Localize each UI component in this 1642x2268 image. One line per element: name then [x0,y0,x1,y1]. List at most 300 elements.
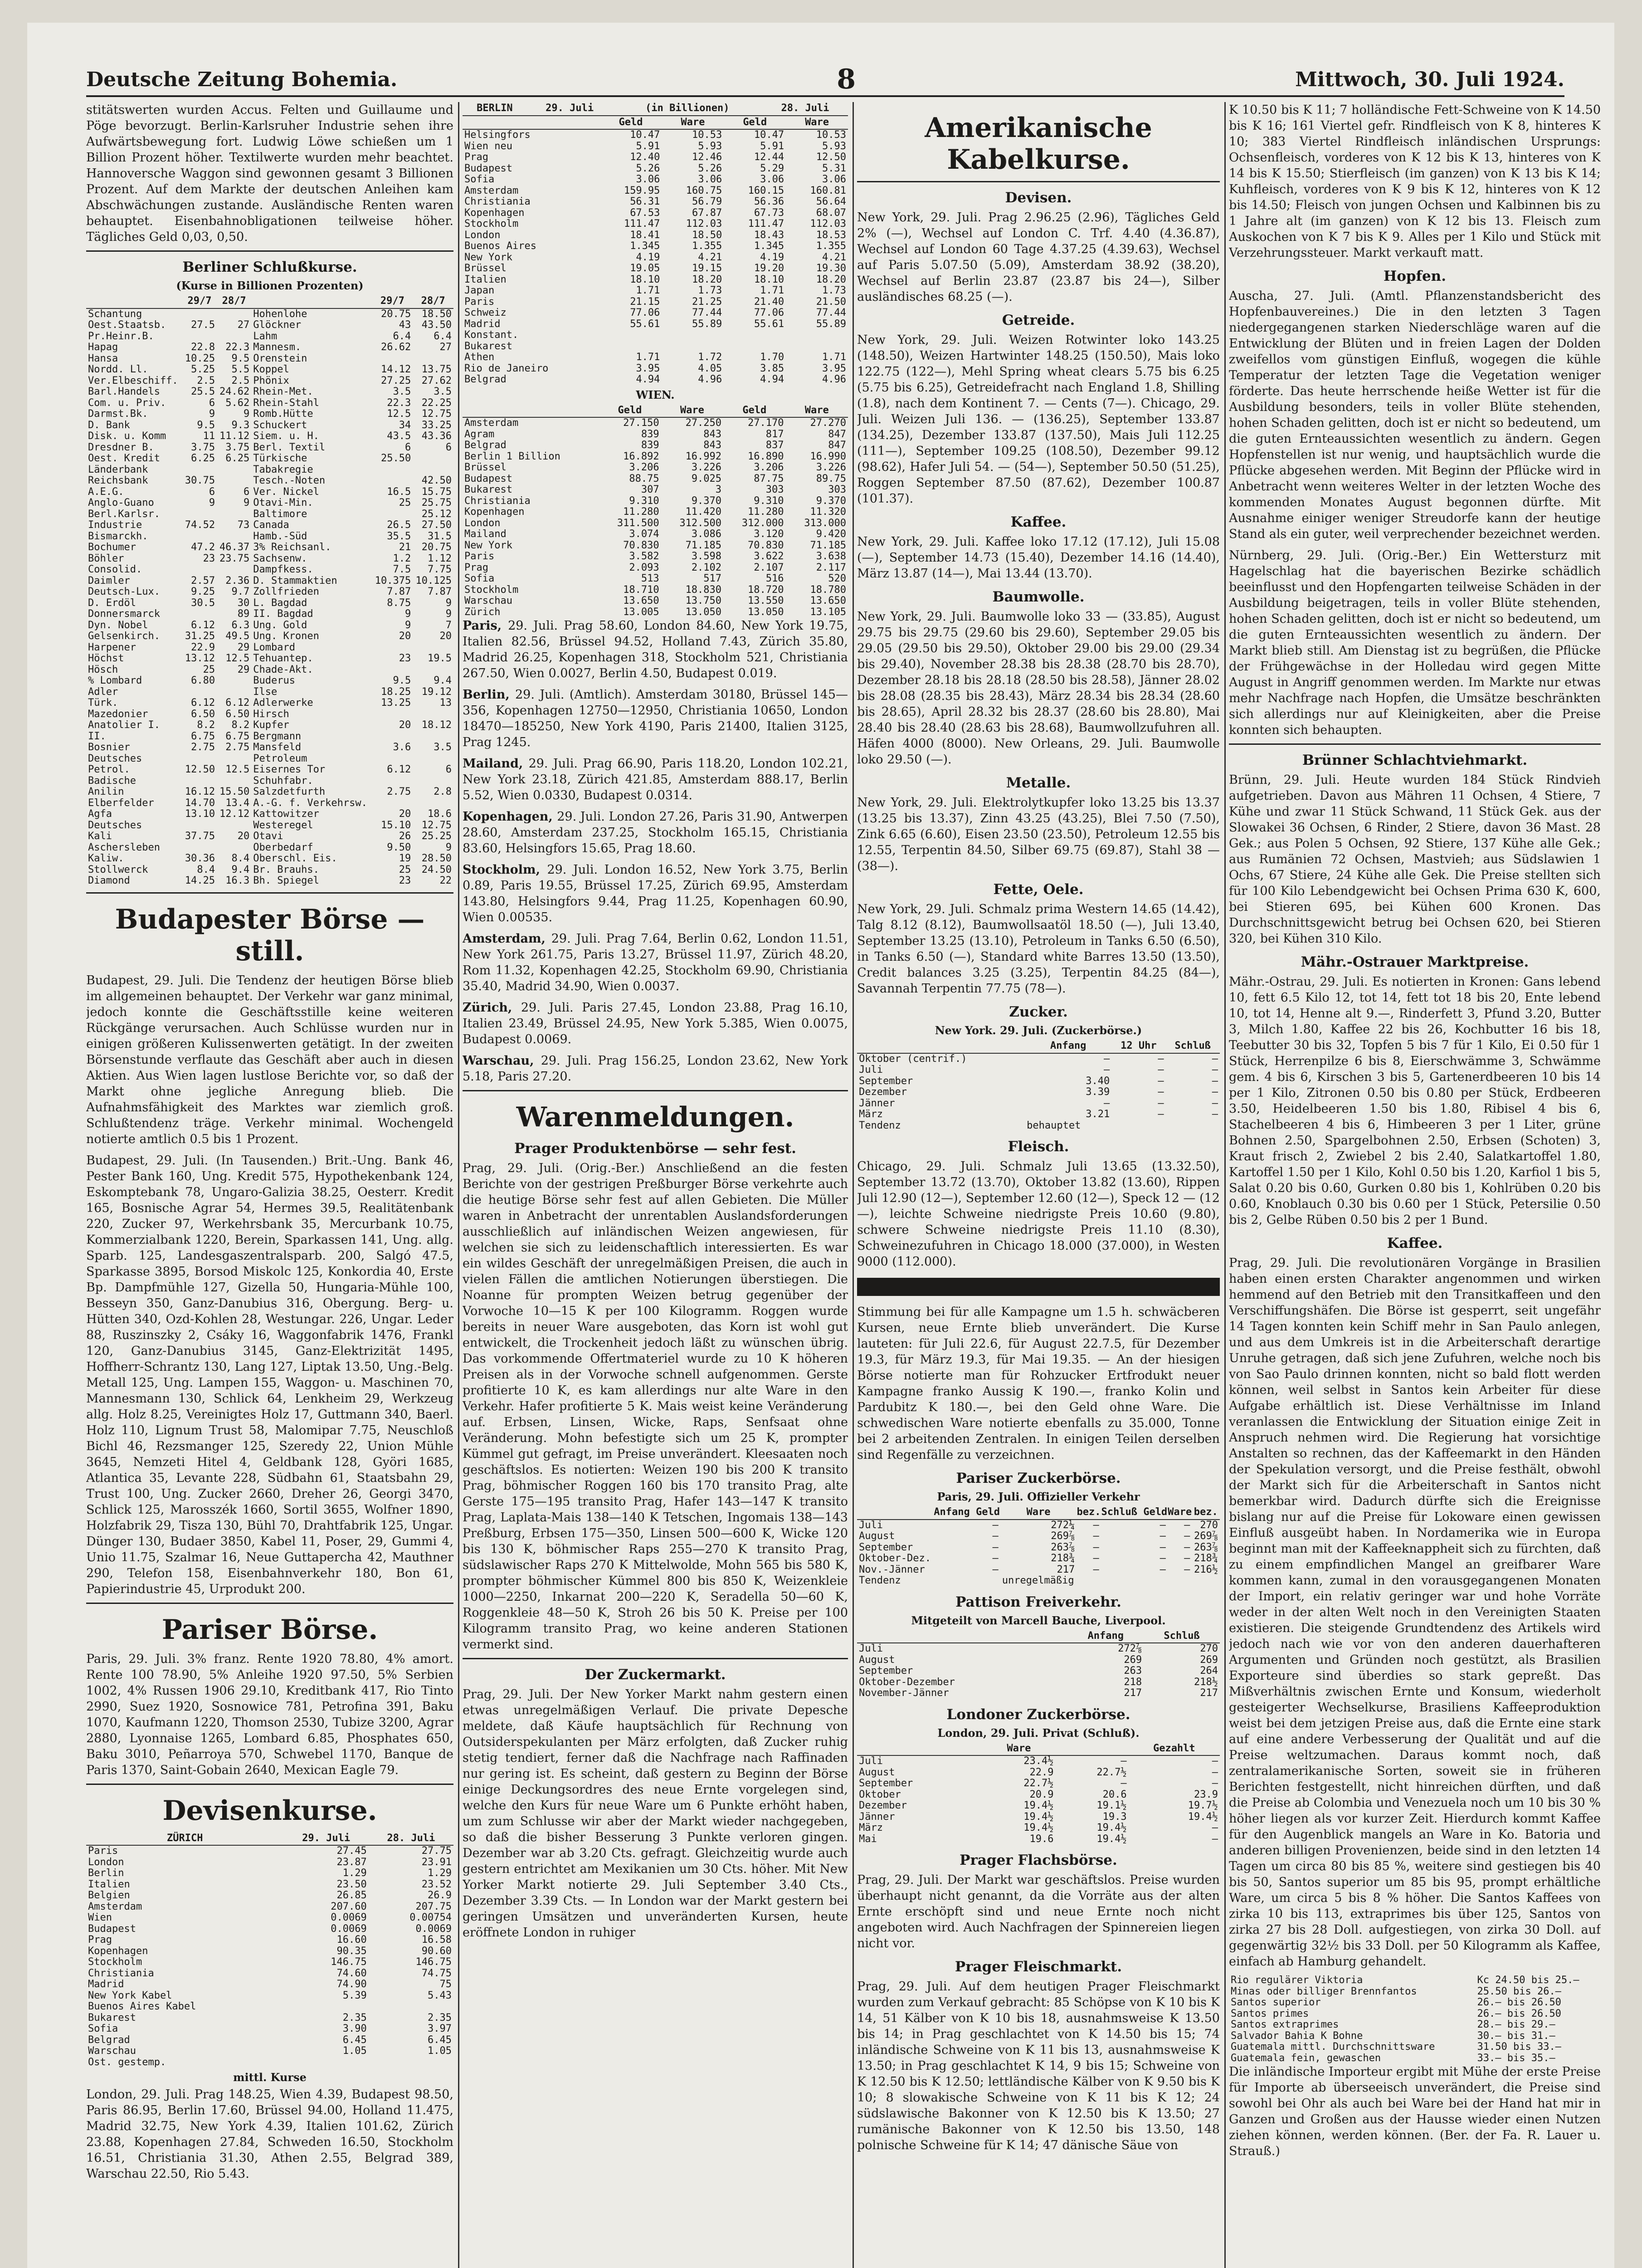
table-cell [182,820,217,831]
table-cell: Elberfelder [88,797,154,809]
table-cell: Brüssel [464,462,507,473]
table-cell: — [1093,1553,1099,1564]
table-cell: 4.96 [822,374,846,385]
table-row [463,219,848,230]
table-cell: September [859,1541,913,1553]
table-cell: 90.60 [421,1945,452,1957]
table-cell [934,1575,1000,1587]
section-subtitle: New York. 29. Juli. (Zuckerbörse.) [935,1024,1142,1037]
column-header: Schluß [1144,1630,1220,1643]
table-cell: 9.4 [434,675,452,686]
section-title: Hopfen. [1383,268,1447,284]
table-cell: Budapest [464,473,512,484]
table-cell: 207.75 [415,1901,452,1912]
table-row [86,1868,453,1879]
table-cell [217,753,251,765]
table-cell [182,509,217,520]
table-cell: 1.71 [636,285,660,296]
article-text: Chicago, 29. Juli. Schmalz Juli 13.65 (13.32.50), September 13.72 (13.70), Oktober 13.82 (13.60), Rippen Juli 12.90 (12—), September 12.60 (12—), Speck 12 — (12—), leichte Schweine niedrigste Preis 10.60 (9.80), schwere Schweine niedrigste Preis 11.10 (8.30), Schweinezufuhren in Chicago 18.000 (37.000), in Westen 9000 (112.000). [857,1159,1220,1269]
table-cell: 31.25 [185,631,215,642]
table-cell: 3.5 [434,386,452,397]
table-cell: 27.270 [810,417,846,429]
table-cell: behauptet [1027,1119,1081,1131]
table-cell: Westeregel [253,819,313,831]
table-cell [217,842,251,854]
table-cell: Industrie [88,519,142,531]
table-cell: 13.005 [623,606,659,618]
table-cell: Harpener [88,641,136,653]
table-cell: Helsingfors [464,129,531,141]
table-cell: Belgrad [464,374,507,385]
table-row [857,1688,1220,1699]
column-header: Schluß Geld [1101,1506,1168,1520]
section-title: Fette, Oele. [993,881,1084,898]
vienna-currency-table [463,404,848,618]
table-cell: — [1212,1766,1218,1778]
table-cell: 2.8 [434,786,452,797]
table-row [86,2013,453,2024]
report-city: Amsterdam, [463,932,551,946]
table-cell: 14.12 [381,364,411,375]
report-text: 29. Juli. Paris 27.45, London 23.88, Prag 16.10, Italien 23.49, Brüssel 24.95, New York 5.385, Wien 0.0075, Budapest 0.0069. [463,1001,848,1046]
column-header [857,1630,1067,1643]
table-cell: Glöckner [253,319,302,331]
table-row [86,2001,453,2013]
table-cell: 6.4 [434,330,452,342]
table-cell: 30.5 [191,597,215,609]
table-cell: Petrol. [88,764,130,775]
table-row [86,1879,453,1891]
table-row [86,1979,453,1990]
table-row [857,1834,1220,1845]
table-cell: 5.91 [760,140,784,152]
table-cell [182,564,217,576]
table-cell: — [992,1530,999,1542]
table-cell: 13.650 [810,595,846,606]
table-cell: Stockholm [464,584,519,596]
table-cell: 27 [439,342,452,353]
table-cell: Anilin [88,786,124,797]
column-header: 29/7 [372,295,413,308]
table-row [86,1935,453,1946]
table-cell: Sofia [88,2023,118,2034]
illegible-print-band [857,1278,1220,1296]
table-row [857,1812,1220,1823]
table-cell: London [464,229,501,241]
table-cell: — [1093,1564,1099,1575]
table-row [463,174,848,186]
table-cell: Santos extraprimes [1231,2019,1339,2030]
table-cell: 9 [243,408,250,420]
column-rule [1224,102,1226,2268]
table-cell: 3.40 [1086,1075,1110,1087]
table-cell: 33.— bis 35.— [1477,2052,1555,2064]
table-cell: 26.62 [381,342,411,353]
article-text: Prag, 29. Juli. (Orig.-Ber.) Anschließend an die festen Berichte von der gestrigen Preßburger Börse verkehrte auch die heutige Börse sehr fest auf allen Gebieten. Die Müller waren in Anbetracht der unrentablen Auslandsforderungen ausschließlich auf inländischen Weizen angewiesen, für welchen sie sich zu leidenschaftlich interessierten. Es war ein wildes Geschäft der unregelmäßigen Preisen, die auch in vielen Fällen die amtlichen Notierungen überstiegen. Die Noanne für prompten Weizen betrug gegenüber der Vorwoche 10—15 K per 100 Kilogramm. Roggen wurde bereits in neuer Ware ausgeboten, das Korn ist wohl gut entwickelt, die Trockenheit jedoch läßt zu wünschen übrig. Das vorkommende Offertmateriel wurde zu 10 K höheren Preisen als in der Vorwoche schnell aufgenommen. Gerste profitierte 10 K, es kam allerdings nur alte Ware in den Verkehr. Hafer profitierte 5 K. Mais weist keine Veränderung auf. Erbsen, Linsen, Wicke, Raps, Senfsaat ohne Veränderung. Mohn befestigte sich um 25 K, prompter Kümmel gut gefragt, im Preise unverändert. Kleesaaten noch geschäftslos. Es notierten: Weizen 190 bis 200 K transito Prag, böhmischer Roggen 160 bis 170 transito Prag, alte Gerste 175—195 transito Prag, Hafer 143—147 K transito Prag, Laplata-Mais 138—140 K Tetschen, Ingomais 138—143 Preßburg, Erbsen 175—350, Linsen 500—600 K, Wicke 120 bis 130 K, böhmischer Raps 255—270 K transito Prag, südslawischer Raps 270 K Mittelwolde, Mohn 565 bis 580 K, prompter böhmischer Kümmel 800 bis 850 K, Weizenkleie 1000—2250, Inkarnat 200—220 K, Seradella 50—60 K, Roggenkleie 48—50 K, Stroh 26 bis 50 K. Preise per 100 Kilogramm transito Prag, wo keine anderen Stationen vermerkt sind. [463,1161,848,1652]
table-row [857,1120,1220,1132]
report-city: Kopenhagen, [463,810,557,824]
article-text: Nürnberg, 29. Juli. (Orig.-Ber.) Ein Wettersturz mit Hagelschlag hat die bayerischen Bezirke schädlich beeinflusst und den Hopfengarten teilweise Schäden in der Ausbildung beigetragen, teils in voller Blüte stehenden, hohen Schaden gelitten, doch ist er nicht so bedeutend, um die guten Ernteaussichten wesentlich zu ändern. Der Markt blieb still. Am Dienstag ist zu begrüßen, die Pflücke der Frühgewächse in der Holledau wird gegen Mitte August in Angriff genommen werden. Im Markte nur etwas mehr Nachfrage nach Hopfen, die Umsätze beschränkten sich allerdings nur auf Kleinigkeiten, aber die Preise konnten sich behaupten. [1229,548,1601,737]
table-cell: Salzdetfurth [253,786,326,797]
table-cell: 2.35 [342,2012,367,2024]
table-cell: 16.990 [810,450,846,462]
table-cell: 3.206 [629,462,659,473]
table-cell: Kopenhagen [464,207,525,219]
table-row [463,163,848,175]
table-cell: 3.95 [636,362,660,374]
table-cell: Oberschl. Eis. [253,853,337,864]
table-cell: 9.5 [231,352,250,364]
table-cell: 23.50 [336,1878,367,1890]
exchange-report [463,809,848,856]
table-cell: — [1158,1086,1164,1098]
table-cell: 25 [203,664,215,675]
table-cell: 3.6 [393,742,411,753]
table-cell [413,753,453,765]
table-cell: Agram [464,428,495,440]
table-cell: Guatemala fein, gewaschen [1231,2052,1381,2064]
table-row [857,1755,1220,1767]
table-cell: Höchst [88,653,124,664]
column-header: bez. [1192,1506,1220,1520]
column-header: Anfang [1025,1040,1111,1053]
table-cell: Oktober-Dez. [859,1553,931,1564]
table-cell [662,330,724,341]
table-cell: II. [88,730,106,742]
table-cell: 23.52 [421,1878,452,1890]
table-cell: 13.750 [685,595,722,606]
table-cell: 31.5 [428,530,452,542]
exchange-report [463,687,848,750]
table-row [857,1655,1220,1666]
table-cell: London [464,517,501,529]
berlin-closing-table [86,295,453,887]
table-cell: Tehuantep. [253,653,313,664]
table-row [86,764,453,776]
column-header [857,1506,934,1520]
table-cell: Rhein-Met. [253,386,313,397]
table-row [86,320,453,331]
table-cell: 3.226 [816,462,846,473]
section-title: Warenmeldungen. [516,1101,794,1133]
table-cell: 3.97 [428,2023,452,2034]
table-cell: 31.50 bis 33.— [1477,2041,1561,2053]
table-row [463,363,848,375]
column-4 [1229,102,1601,2268]
table-cell: 77.44 [816,307,846,318]
table-cell [182,331,217,342]
table-cell: 19.1½ [1096,1800,1127,1811]
table-cell: 12.5 [225,653,250,664]
table-cell: 25 [399,497,411,508]
table-cell: 15.10 [381,819,411,831]
table-cell: 217 [1057,1564,1075,1575]
table-cell: 19.4½ [1188,1811,1218,1823]
table-cell: — [1212,1086,1218,1098]
table-row [857,1065,1220,1076]
table-row [86,1857,453,1868]
table-cell: 18.53 [816,229,846,241]
table-cell: 19.05 [630,263,660,274]
table-cell: 18.43 [754,229,784,241]
table-cell: Hohenlohe [253,308,307,320]
table-cell [413,464,453,476]
table-row [857,1109,1220,1120]
table-cell: Madrid [88,1979,124,1990]
table-cell: 22 [439,875,452,886]
table-cell: Stollwerck [88,864,148,875]
section-title: Devisenkurse. [162,1794,377,1827]
table-row [86,642,453,654]
table-cell: 43.5 [387,430,411,442]
table-cell: 16.60 [336,1934,367,1945]
table-cell: 269 [1200,1654,1218,1666]
table-cell [372,475,413,487]
issue-date: Mittwoch, 30. Juli 1924. [1295,68,1564,91]
table-cell: 12.46 [692,152,722,163]
table-cell [1168,1575,1192,1587]
table-cell: 25.25 [421,831,452,842]
table-cell: Dresdner B. [88,441,154,453]
table-row [463,330,848,341]
table-cell: 37.75 [185,831,215,842]
section-subtitle: Mitgeteilt von Marcell Bauche, Liverpool. [911,1613,1166,1627]
table-row [463,252,848,264]
table-cell: 16.12 [185,786,215,797]
table-cell: 3.5 [434,742,452,753]
column-header: ZÜRICH [86,1832,283,1846]
table-cell: 26.— bis 26.50 [1477,1997,1561,2008]
table-cell: Rio regulärer Viktoria [1231,1975,1363,1986]
table-cell: — [1160,1519,1166,1531]
table-cell: 270 [1200,1519,1218,1531]
newspaper-page [27,23,1614,2268]
table-row [857,1098,1220,1110]
table-cell: Disk. u. Komm [88,430,166,442]
table-cell: 12.50 [185,764,215,775]
table-cell: Consolid. [88,564,142,575]
table-cell [372,642,413,654]
table-cell: 0.0069 [331,1912,367,1923]
table-cell [217,464,251,476]
table-cell: Adler [88,686,118,698]
table-cell: Belgrad [88,2034,130,2046]
column-header [857,1040,1025,1053]
table-cell: Belgrad [464,440,507,451]
section-title: Baumwolle. [992,589,1085,605]
table-cell: August [859,1654,895,1666]
table-cell: 10.25 [185,352,215,364]
london-sugar-table [857,1742,1220,1845]
column-header: 28/7 [413,295,453,308]
table-row [857,1778,1220,1789]
berlin-currency-header [463,102,848,116]
table-cell: Budapest [464,162,512,174]
table-cell: 159.95 [624,185,660,196]
table-row [86,364,453,376]
table-row [86,842,453,854]
table-cell: Stockholm [88,1956,142,1968]
table-cell: 77.06 [754,307,784,318]
table-cell: 12.75 [421,819,452,831]
table-cell: 5.26 [636,162,660,174]
table-cell: 9.3 [231,419,250,431]
article-text: New York, 29. Juli. Baumwolle loko 33 — (33.85), August 29.75 bis 29.75 (29.60 bis 29.60), September 29.05 bis 29.05 (29.50 bis 29.50), Oktober 29.00 bis 29.00 (29.34 bis 29.40), November 28.38 bis 28.38 (28.70 bis 28.70), Dezember 28.18 bis 28.18 (28.50 bis 28.58), Jänner 28.02 bis 28.08 (28.35 bis 28.43), März 28.34 bis 28.34 (28.60 bis 28.65), April 28.32 bis 28.37 (28.60 bis 28.80), Mai 28.40 bis 28.40 (28.63 bis 28.68), Baumwollzufuhren all. Häfen 4000 (8000). New Orleans, 29. Juli. Baumwolle loko 29.50 (—). [857,610,1220,767]
table-cell: New York [464,251,512,263]
table-cell: 2.117 [816,562,846,573]
table-cell: 16.992 [685,450,722,462]
table-row [86,353,453,365]
table-cell: 19.30 [816,263,846,274]
table-cell: 9.7 [231,586,250,597]
table-cell: 146.75 [415,1956,452,1968]
table-cell: Konstant. [464,329,519,341]
table-cell: 3.06 [760,174,784,185]
table-cell: 2.093 [629,562,659,573]
table-cell: August [859,1530,895,1542]
table-cell: Dezember [859,1086,907,1098]
table-cell: 0.00754 [409,1912,452,1923]
table-cell: 6 [209,397,215,409]
table-cell: Christiania [88,1967,154,1979]
section-title: Budapester Börse — still. [115,903,425,967]
table-cell: Stockholm [464,218,519,230]
table-cell: — [1184,1553,1190,1564]
table-cell: 11.12 [219,430,250,442]
table-row [86,487,453,498]
table-row [86,509,453,520]
table-cell: 1.355 [692,240,722,252]
report-text: 29. Juli. London 16.52, New York 3.75, Berlin 0.89, Paris 19.55, Brüssel 17.25, Zürich 69.95, Amsterdam 143.80, Helsingfors 9.44, Prag 11.25, Kopenhagen 60.90, Wien 0.00535. [463,863,848,924]
table-cell: 3.120 [754,528,784,540]
table-cell: Chade-Akt. [253,664,313,675]
table-cell: 20.6 [1102,1789,1127,1800]
table-cell: — [1158,1097,1164,1109]
table-cell: September [859,1665,913,1677]
table-cell: — [1160,1553,1166,1564]
table-cell: Pr.Heinr.B. [88,330,154,342]
exchange-reports [463,618,848,1085]
table-cell: 303 [828,484,846,495]
column-header: 28. Juli [369,1832,453,1846]
table-row [463,596,848,607]
table-cell: 1.355 [816,240,846,252]
table-row [86,2057,453,2068]
table-cell: Hösch [88,664,118,675]
table-row [463,230,848,241]
table-cell: — [1121,1755,1127,1767]
table-row [86,598,453,609]
table-cell: Kc 24.50 bis 25.— [1477,1975,1579,1986]
table-row [86,1990,453,2002]
table-cell: Tabakregie [253,464,313,475]
table-cell: 18.12 [421,719,452,731]
table-cell: 5.5 [231,364,250,375]
table-cell: 15.75 [421,486,452,498]
table-cell: 19.3 [1102,1811,1127,1823]
table-cell: Italien [88,1878,130,1890]
table-cell: — [1103,1064,1110,1075]
table-row [86,865,453,876]
table-cell: Minas oder billiger Brennfantos [1231,1985,1417,1997]
article-text: stitätswerten wurden Accus. Felten und Guillaume und Pöge bevorzugt. Berlin-Karlsruher Industrie sehen ihre Aufwärtsbewegung fort. Ludwig Löwe schießen um 1 Billion Prozent höher. Textilwerte wurden mehr beachtet. Hannoversche Waggon sind gewonnen gesamt 3 Billionen Prozent. Auf dem Markte der deutschen Anleihen kam Abschwächungen zustande. Ausländische Renten waren behauptet. Eisenbahnobligationen teilweise höher. Tägliches Geld 0,03, 0,50. [86,103,453,244]
article-text: Prag, 29. Juli. Die revolutionären Vorgänge in Brasilien haben einen ersten Charakter angenommen und wirken hemmend auf den Betrieb mit den Transitkaffeen und den Verschiffungshäfen. Die Börse ist gesperrt, seit ungefähr 14 Tagen konnten kein Schiff mehr in San Paulo anlegen, und aus dem Umkreis ist in die Arbeiterschaft derartige Unruhe getragen, daß sich jene Zufuhren, welche noch bis von Sao Paulo drinnen konnten, nicht so bald flott werden können, weil selbst in Santos kein Arbeiter für diese Aufgabe erhältlich ist. Diese Verhältnisse im Inland veranlassen die Entwicklung der Situation einige Zeit in Anspruch nehmen wird. Die Regierung hat vorsichtige Anstalten so rechnen, das der Kaffeemarkt in den Händen der Spekulation versorgt, und die Preise festhält, obwohl der Markt sich für die Arbeiterschaft in Santos nicht bemerkbar wird. Dadurch dürfte sich die Ereignisse bislang nur auf die Preise für Lokoware einen gewissen Einfluß ausgeübt haben. In Nordamerika wie in Europa beginnt man mit der Kaffeeknappheit sich zu fürchten, daß zu einem empfindlichen Mangel an greifbarer Ware kommen kann, zumal in den vorausgegangenen Monaten der Import, ein relativ geringer war und hohe Vorräte weder in der alten Welt noch in den Vereinigten Staaten existieren. Die steigende Grundtendenz des Artikels wird jedoch nach wie vor von den anderen dauerhafteren Argumenten und Gründen noch gestützt, als Brasilien Exporteure sind überdies so stark gepreßt. Das Mißverhältnis zwischen Ernte und Konsum, wiederholt gesteigerter Wechselkurse, Brasiliens Kaffeeproduktion weist bei dem jetzigen Preise aus, daß die Ernte eine stark auf eine andere Verbesserung der Qualität und auf die Preise weltzumachen. Daraus kommt noch, daß zentralamerikanische Sorten, soweit sie in früheren Berichten festgestellt, nicht hinreichen dürften, und daß die Preise ab Colombia und Venezuela noch um 10 bis 30 % höher liegen als vor kurzer Zeit. Hierdurch kommt Kaffee für den Augenblick mangels an Ware in Ko. Batoria und anderen billigen Provenienzen, beide sind in den letzten 14 Tagen um circa 80 bis 85 %, weitere sind gestiegen bis 40 bis 50, Santos superior um 85 bis 95, prompt erhältliche Ware, um circa 5 bis 8 % höher. Die Santos Kaffees von zirka 10 bis 113, extraprimes bis über 125, Santos von zirka 27 bis 28 Doll. aufgestiegen, von zirka 30 Doll. auf gegenwärtig 32½ bis 33 Doll. per 50 Kilogramm als Kaffee, einfach ab Hamburg gehandelt. [1229,1256,1601,1969]
table-cell: 2.75 [191,742,215,753]
table-cell: 9.370 [816,495,846,507]
table-cell: 20 [399,808,411,820]
table-cell: 8.2 [197,719,215,731]
table-cell: 19.6 [1029,1833,1054,1845]
column-2 [463,102,848,2268]
table-cell: Aschersleben [88,841,160,853]
table-cell: Deutsches [88,753,142,764]
table-row [463,308,848,319]
table-cell: 9 [243,497,250,508]
table-cell: Mailand [464,528,507,540]
table-row [86,564,453,576]
table-cell [217,820,251,831]
column-header [86,295,182,308]
table-cell: Berlin [88,1867,124,1879]
report-city: Stockholm, [463,863,547,877]
table-cell: 18.50 [692,229,722,241]
table-cell: Siem. u. H. [253,430,319,442]
date-label: 28. Juli [762,102,848,116]
table-cell: Christiania [464,196,531,207]
table-cell: 77.44 [692,307,722,318]
table-cell: Wien neu [464,140,512,152]
table-cell: D. Erdöl [88,597,136,609]
table-cell: 22.9 [191,641,215,653]
berlin-currency-table [463,116,848,386]
table-cell: Christiania [464,495,531,507]
coffee-price-list [1229,1975,1601,2064]
article-text: Budapest, 29. Juli. Die Tendenz der heutigen Börse blieb im allgemeinen behauptet. Der Verkehr war ganz minimal, jedoch konnte die Geschäftsstille keine weiteren Rückgänge verursachen. Auch Schlüsse wurden nur in einigen größeren Kulissenwerten getätigt. In der zweiten Börsenstunde verflaute das Geschäft aber auch in diesen Aktien. Aus Wien lagen lustlose Berichte vor, so daß der Markt ohne jegliche Anregung blieb. Die Aufnahmsfähigkeit des Marktes war ziemlich groß. Schlußtendenz träge. Verkehr minimal. Wochengeld notierte amtlich 0.5 bis 1 Prozent. [86,973,453,1146]
table-cell: 146.75 [331,1956,367,1968]
table-cell: Bergmann [253,730,302,742]
report-text: 29. Juli. (Amtlich). Amsterdam 30180, Brüssel 145—356, Kopenhagen 12750—12950, Christiania 10650, London 18470—185250, New York 4190, Paris 21400, Italien 3125, Prag 1245. [463,688,848,749]
table-cell: 30.75 [185,475,215,486]
table-cell: 25.50 bis 26.— [1477,1985,1561,1997]
table-cell: 7.75 [428,564,452,575]
table-cell: 25.75 [421,497,452,508]
table-cell [369,2001,453,2013]
table-cell [724,341,786,352]
table-cell: Ver.Elbeschiff. [88,375,178,386]
column-header: Ware [661,404,723,418]
table-row [86,1968,453,1980]
table-cell: 68.07 [816,207,846,219]
table-cell: 513 [641,573,659,584]
table-cell: Daimler [88,575,130,587]
table-cell: 42.50 [421,475,452,486]
table-cell: 19.7½ [1188,1800,1218,1811]
table-cell: 3.5 [393,386,411,397]
table-cell: Berlin 1 Billion [464,450,560,462]
report-city: Warschau, [463,1054,541,1068]
table-cell [1192,1575,1220,1587]
table-cell: 16.892 [623,450,659,462]
table-cell: 21.40 [754,296,784,308]
table-row [86,1845,453,1857]
table-cell: 7 [445,619,452,631]
table-header-row [463,116,848,130]
table-cell: 25.50 [381,453,411,464]
table-cell: 4.21 [822,251,846,263]
table-cell: 6.75 [225,730,250,742]
table-row [86,776,453,787]
table-cell: Mannesm. [253,342,302,353]
